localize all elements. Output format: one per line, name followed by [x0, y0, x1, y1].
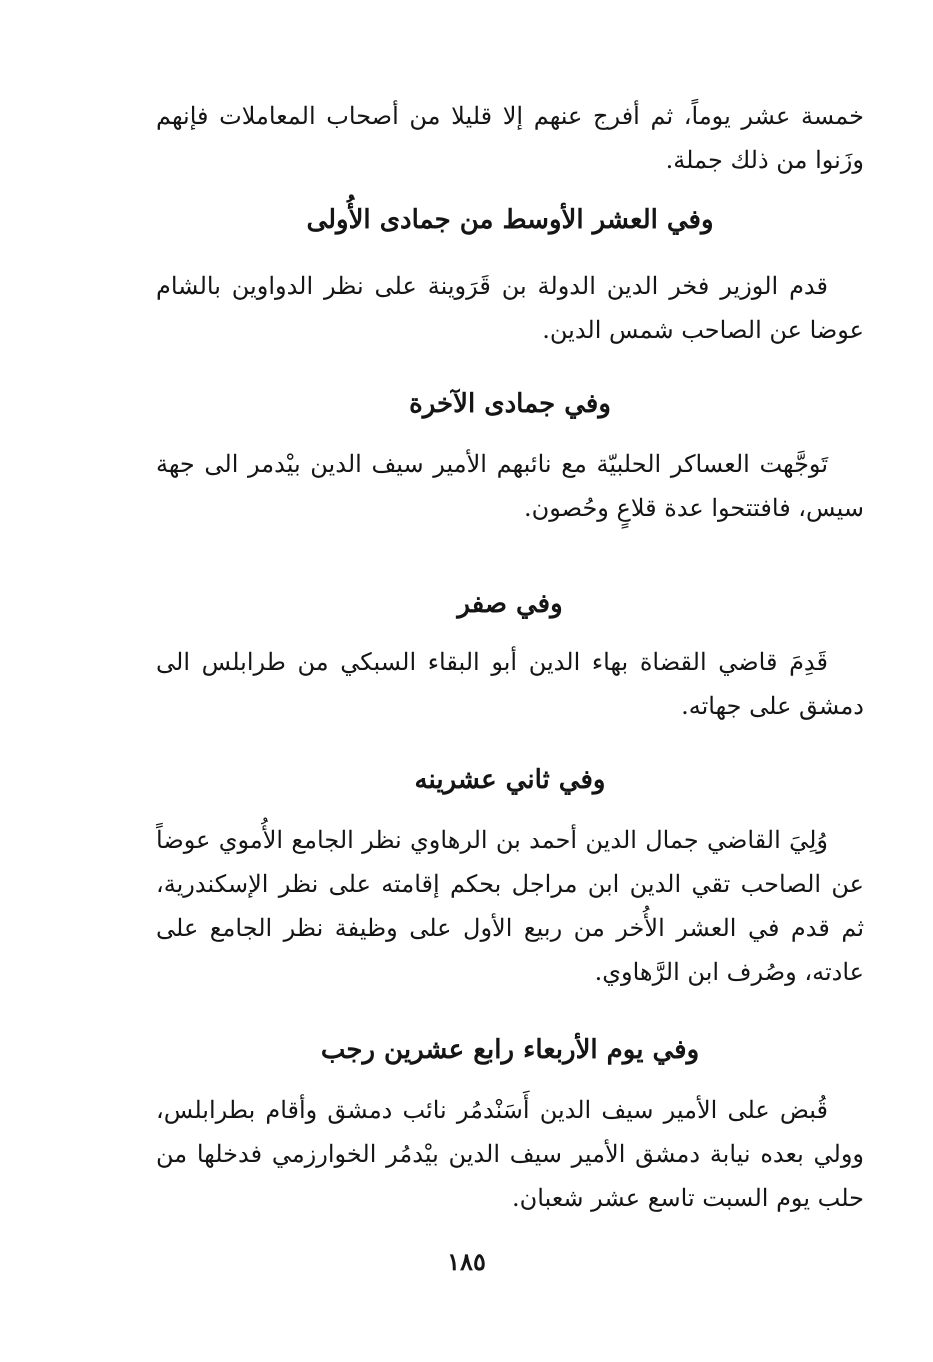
section-heading-4: وفي ثاني عشرينه	[414, 765, 606, 795]
section-heading-1: وفي العشر الأوسط من جمادى الأُولى	[306, 205, 714, 235]
page-number: ١٨٥	[447, 1247, 486, 1276]
section-body-5: قُبض على الأمير سيف الدين أَسَنْدمُر نائب دمشق وأقام بطرابلس، وولي بعده نيابة دمشق الأمير سيف الدين بيْدمُر الخوارزمي فدخلها من حلب يوم السبت تاسع عشر شعبان.	[156, 1096, 864, 1212]
section-body-4: وُلِيَ القاضي جمال الدين أحمد بن الرهاوي نظر الجامع الأُموي عوضاً عن الصاحب تقي الدين ابن مراجل بحكم إقامته على نظر الإسكندرية، ثم قدم في العشر الأُخر من ربيع الأول على وظيفة نظر الجامع على عادته، وصُرف ابن الرَّهاوي.	[156, 826, 864, 986]
section-heading-2: وفي جمادى الآخرة	[409, 389, 611, 419]
section-body-2: تَوجَّهت العساكر الحلبيّة مع نائبهم الأمير سيف الدين بيْدمر الى جهة سيس، فافتتحوا عدة قلاعٍ وحُصون.	[156, 450, 864, 522]
continuation-paragraph: خمسة عشر يوماً، ثم أفرج عنهم إلا قليلا من أصحاب المعاملات فإنهم وزَنوا من ذلك جملة.	[156, 102, 864, 174]
section-heading-3: وفي صفر	[457, 589, 563, 619]
section-body-1: قدم الوزير فخر الدين الدولة بن قَرَوينة على نظر الدواوين بالشام عوضا عن الصاحب شمس الدين.	[156, 272, 864, 344]
section-heading-5: وفي يوم الأربعاء رابع عشرين رجب	[320, 1035, 700, 1065]
section-body-3: قَدِمَ قاضي القضاة بهاء الدين أبو البقاء السبكي من طرابلس الى دمشق على جهاته.	[156, 648, 864, 720]
